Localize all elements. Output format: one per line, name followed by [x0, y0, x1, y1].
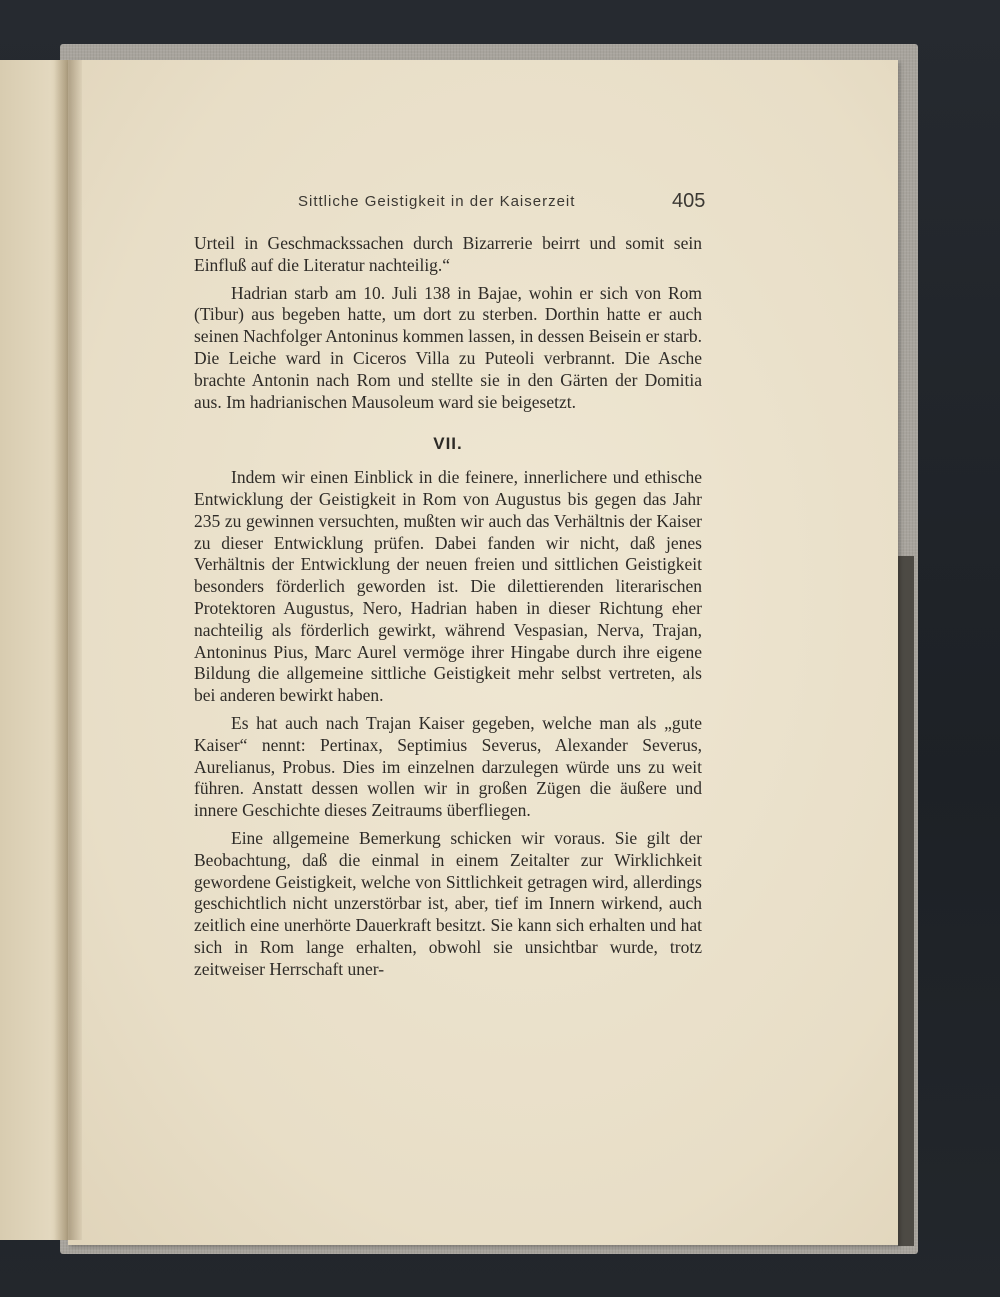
section-heading: VII.	[433, 434, 463, 454]
body-text	[194, 233, 702, 981]
page-gutter-shadow	[54, 60, 82, 1240]
paragraph: Hadrian starb am 10. Juli 138 in Bajae, wohin er sich von Rom (Tibur) aus begeben hatte, um dort zu sterben. Dorthin hatte er auch seinen Nachfolger Antoninus kommen lassen, in dessen Beisein er starb. Die Leiche ward in Ciceros Villa zu Puteoli verbrannt. Die Asche brachte Antonin nach Rom und stellte sie in den Gärten der Domitia aus. Im hadrianischen Mausoleum ward sie beigesetzt.	[194, 282, 702, 412]
page-number: 405	[672, 190, 706, 212]
paragraph: Indem wir einen Einblick in die feinere, innerlichere und ethische Entwicklung der Geistigkeit in Rom von Augustus bis gegen das Jahr 235 zu gewinnen versuchten, mußten wir auch das Verhältnis der Kaiser zu dieser Entwicklung prüfen. Dabei fanden wir nicht, daß jenes Verhältnis der Entwicklung der neuen freien und sittlichen Geistigkeit besonders förderlich geworden ist. Die dilettierenden literarischen Protektoren Augustus, Nero, Hadrian haben in dieser Richtung eher nachteilig als förderlich gewirkt, während Vespasian, Nerva, Trajan, Antoninus Pius, Marc Aurel vermöge ihrer Hingabe durch ihre eigene Bildung die allgemeine sittliche Geistigkeit mehr selbst vertreten, als bei anderen bewirkt haben.	[194, 467, 702, 706]
paragraph-continuation: Urteil in Geschmackssachen durch Bizarrerie beirrt und somit sein Einfluß auf die Literatur nachteilig.“	[194, 233, 702, 275]
running-head: Sittliche Geistigkeit in der Kaiserzeit	[298, 193, 576, 210]
paragraph: Eine allgemeine Bemerkung schicken wir voraus. Sie gilt der Beobachtung, daß die einmal in einem Zeitalter zur Wirklichkeit gewordene Geistigkeit, welche von Sittlichkeit getragen wird, allerdings geschichtlich nicht unzerstörbar ist, aber, tief im Innern wirkend, auch zeitlich eine unerhörte Dauerkraft besitzt. Sie kann sich erhalten und hat sich in Rom lange erhalten, obwohl sie unsichtbar wurde, trotz zeitweiser Herrschaft uner-	[194, 827, 702, 979]
paragraph: Es hat auch nach Trajan Kaiser gegeben, welche man als „gute Kaiser“ nennt: Pertinax, Septimius Severus, Alexander Severus, Aurelianus, Probus. Dies im einzelnen darzulegen würde uns zu weit führen. Anstatt dessen wollen wir in großen Zügen die äußere und innere Geschichte dieses Zeitraums überfliegen.	[194, 712, 702, 821]
book-spine-edge	[898, 556, 914, 1246]
